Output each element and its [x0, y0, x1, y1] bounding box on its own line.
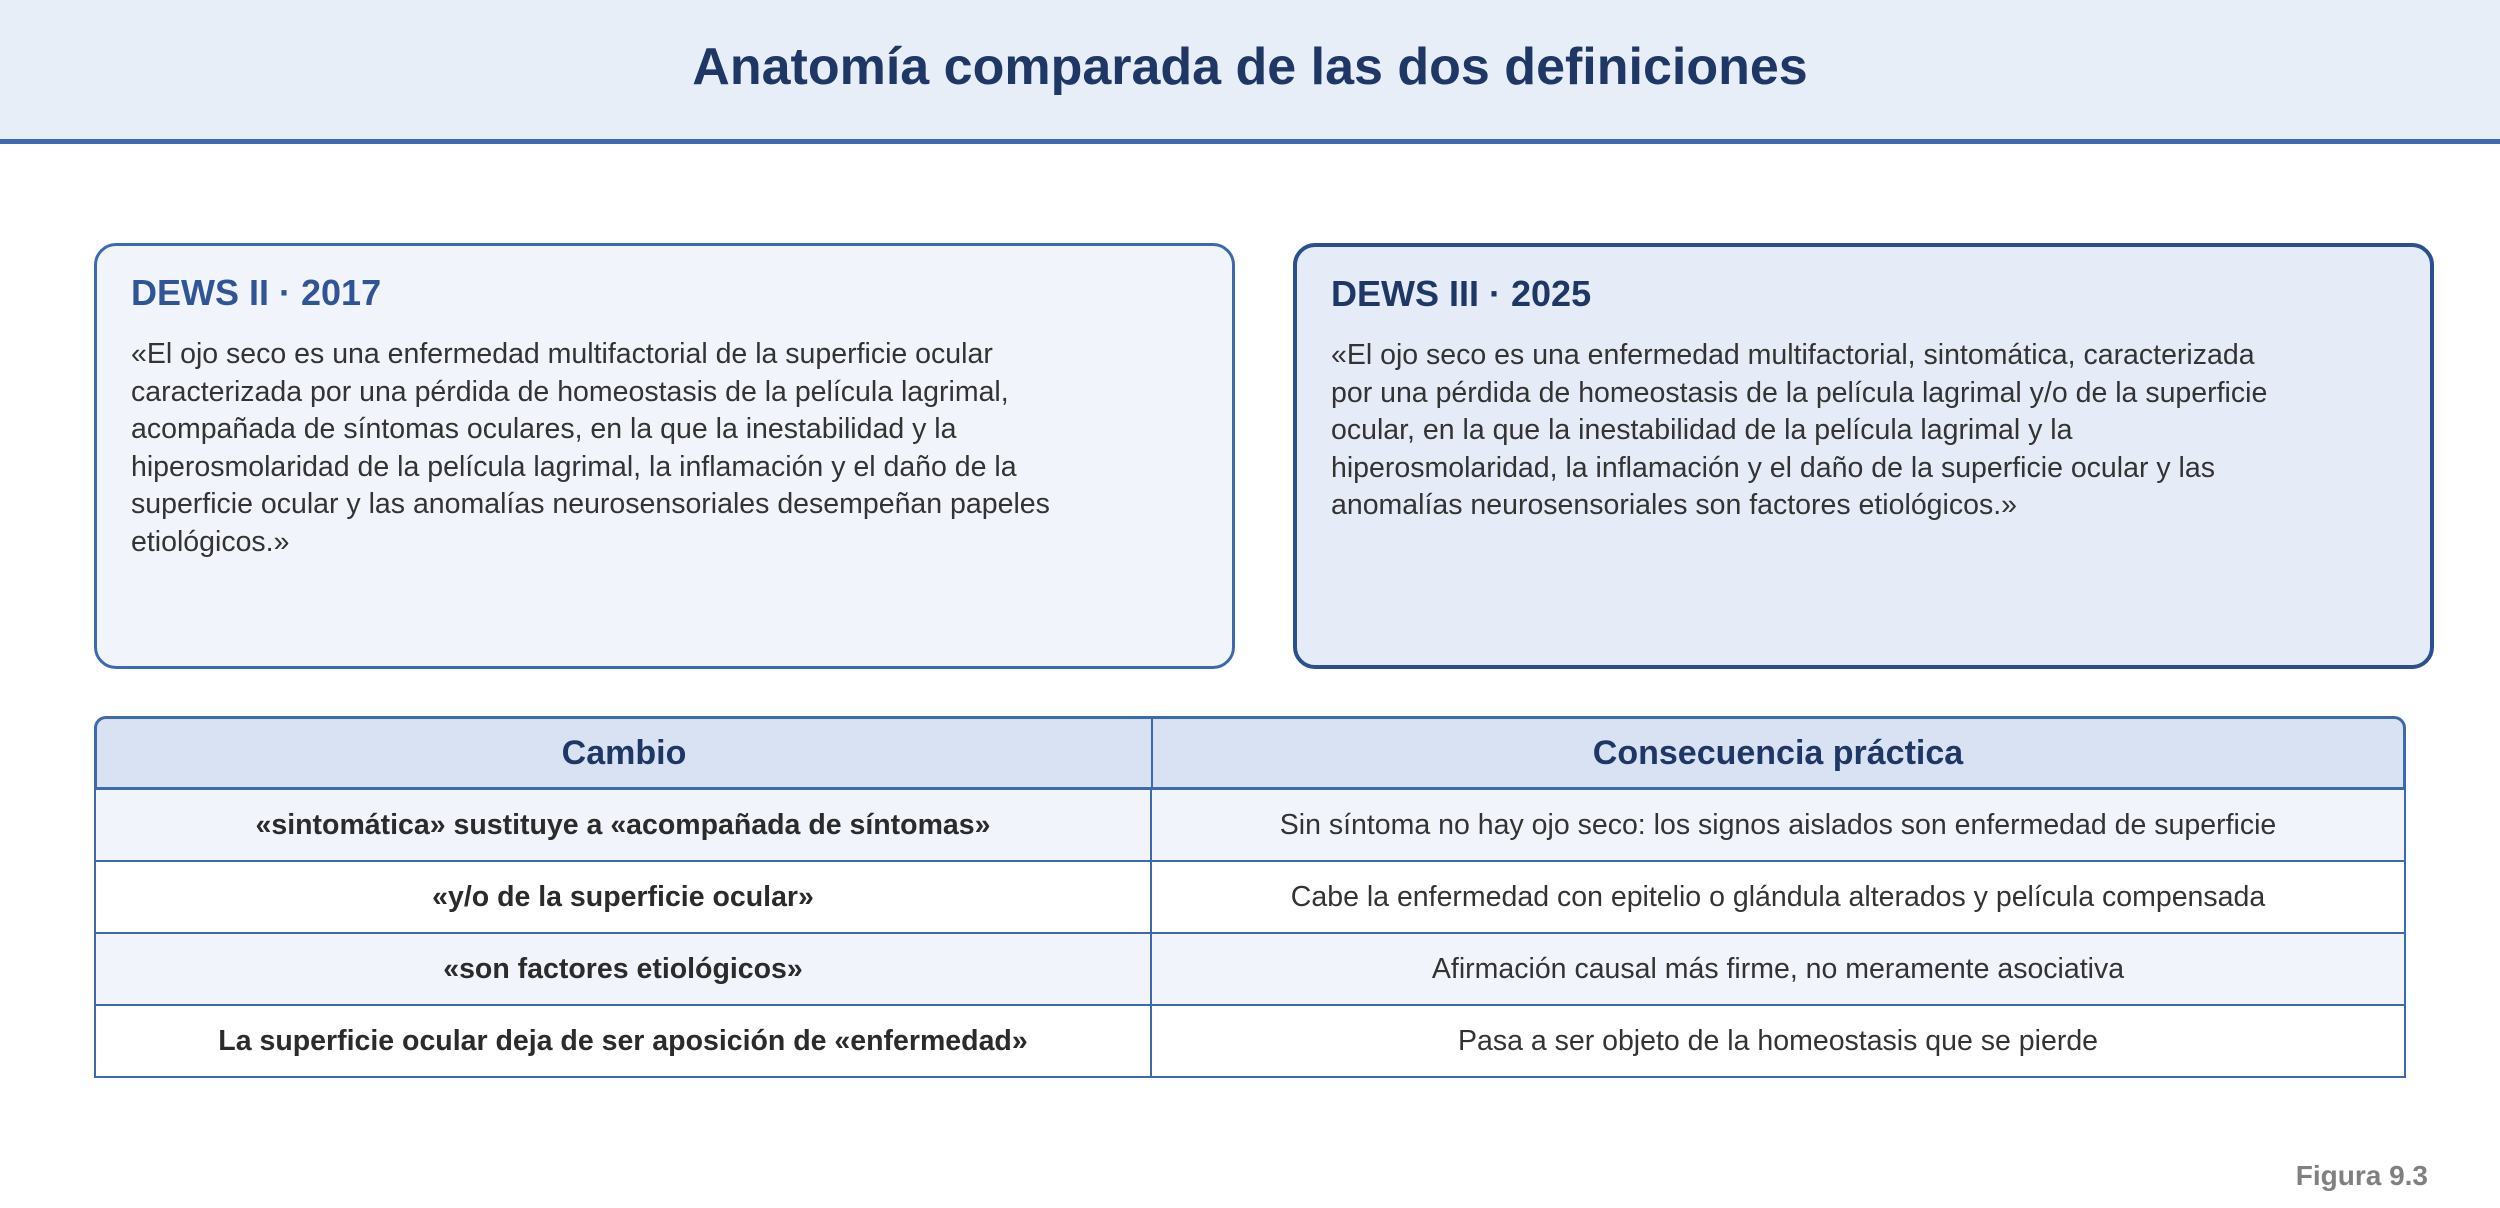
definition-text: «El ojo seco es una enfermedad multifactorial de la superficie ocular caracterizada por una pérdida de homeostasis de la película lagrimal, acompañada de síntomas oculares, en la que la inestabilidad y la hiperosmolaridad de la película lagrimal, la inflamación y el daño de la superficie ocular y las anomalías neurosensoriales desempeñan papeles etiológicos.»: [131, 338, 1050, 558]
definition-card-dews-iii: [1293, 243, 2434, 669]
cell-cambio: «son factores etiológicos»: [96, 934, 1152, 1004]
comparison-table: [94, 716, 2406, 1078]
definition-text: «El ojo seco es una enfermedad multifactorial, sintomática, caracterizada por una pérdida de homeostasis de la película lagrimal y/o de la superficie ocular, en la que la inestabilidad de la película lagrimal y la hiperosmolaridad, la inflamación y el daño de la superficie ocular y las anomalías neurosensoriales son factores etiológicos.»: [1331, 339, 2268, 521]
table-row: [94, 934, 2406, 1006]
cell-consecuencia: Sin síntoma no hay ojo seco: los signos aislados son enfermedad de superficie: [1279, 808, 2277, 841]
table-header: [94, 716, 2406, 790]
definition-heading: DEWS III · 2025: [1331, 273, 1592, 314]
cell-consecuencia: Cabe la enfermedad con epitelio o glándula alterados y película compensada: [1290, 880, 2266, 913]
table-row: [94, 790, 2406, 862]
page-title: Anatomía comparada de las dos definiciones: [692, 37, 1808, 96]
figure-caption: Figura 9.3: [2295, 1160, 2428, 1191]
table-row: [94, 1006, 2406, 1078]
column-header-consecuencia: Consecuencia práctica: [1592, 733, 1964, 772]
cell-cambio: «y/o de la superficie ocular»: [96, 862, 1152, 932]
cell-consecuencia: Afirmación causal más firme, no meramente asociativa: [1431, 952, 2125, 985]
cell-cambio: La superficie ocular deja de ser aposición de «enfermedad»: [96, 1006, 1152, 1076]
definition-card-dews-ii: [94, 243, 1235, 669]
cell-consecuencia: Pasa a ser objeto de la homeostasis que se pierde: [1457, 1024, 2099, 1057]
column-header-cambio: Cambio: [97, 719, 1153, 787]
table-row: [94, 862, 2406, 934]
header-band: [0, 0, 2500, 144]
cell-cambio: «sintomática» sustituye a «acompañada de síntomas»: [96, 790, 1152, 860]
definition-heading: DEWS II · 2017: [131, 272, 382, 313]
